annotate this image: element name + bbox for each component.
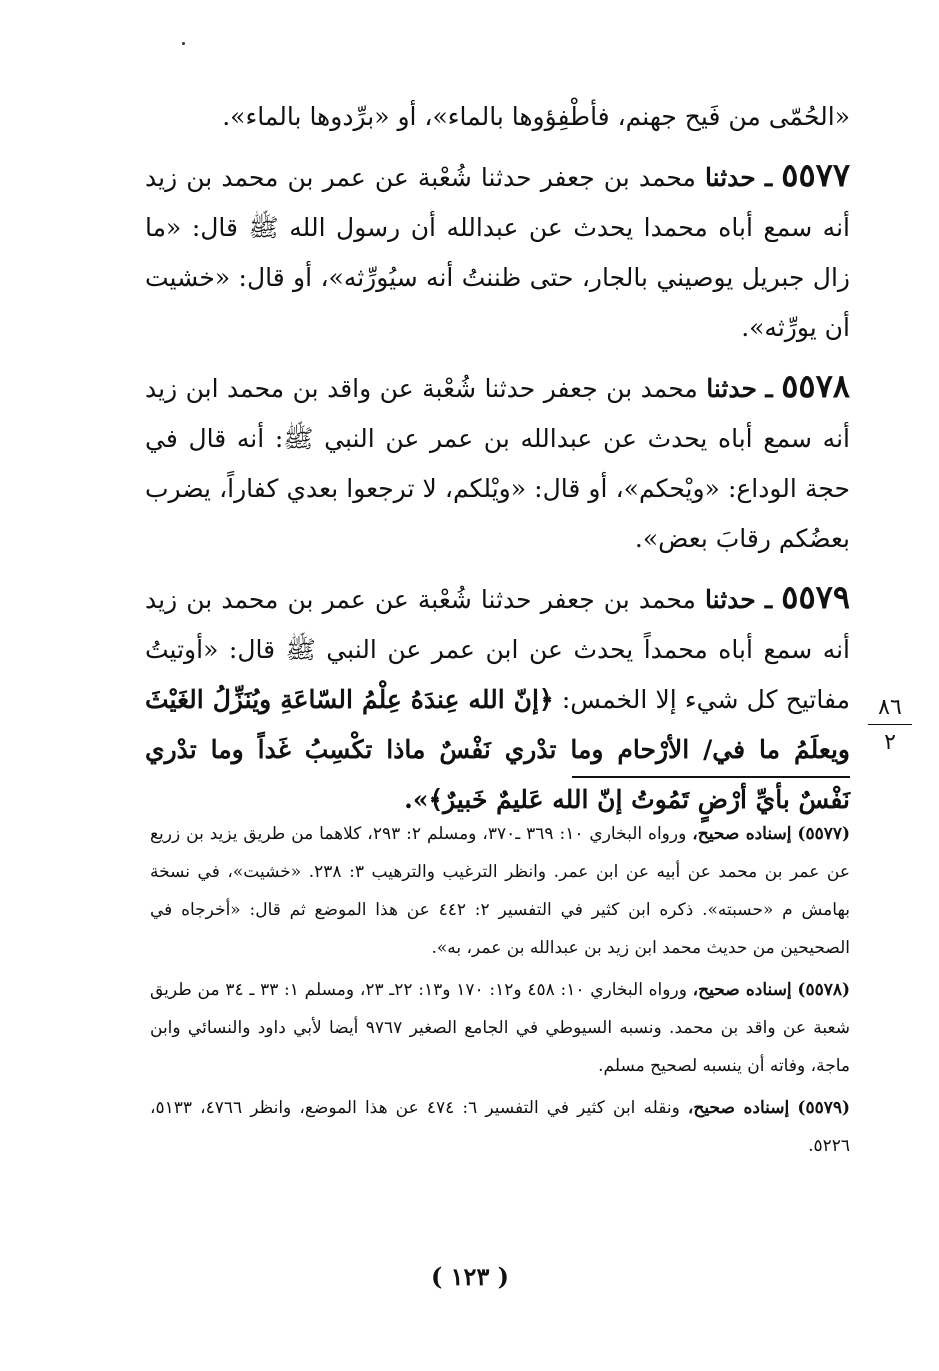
- footnote-5579: [150, 1089, 850, 1165]
- footnote-number: (٥٥٧٩): [797, 1098, 851, 1118]
- footnote-separator: [572, 776, 850, 778]
- margin-part: ٢: [884, 730, 896, 755]
- footnote-grading: إسناده صحيح،: [687, 1098, 790, 1118]
- hadith-text: محمد بن جعفر حدثنا شُعْبة عن عمر بن محمد بن زيد أنه سمع أباه محمداً يحدث عن ابن عمر عن النبي ﷺ قال: «أوتيتُ مفاتيح كل شيء إلا الخمس:: [145, 585, 850, 714]
- footnote-5578: [150, 971, 850, 1085]
- margin-page-reference: [868, 694, 912, 757]
- lead-line: «الحُمّى من فَيح جهنم، فأطْفِؤوها بالماء»، أو «برِّدوها بالماء».: [222, 102, 850, 131]
- footnote-grading: إسناده صحيح،: [692, 980, 792, 1000]
- footnote-grading: إسناده صحيح،: [692, 824, 792, 844]
- footnote-number: (٥٥٧٧): [797, 824, 851, 844]
- hadith-5578: [145, 361, 850, 564]
- margin-volume-page: ٨٦: [868, 694, 912, 725]
- main-text: [145, 92, 850, 833]
- hadith-number: ٥٥٧٩: [781, 578, 850, 616]
- hadith-opening: حدثنا: [705, 585, 756, 614]
- hadith-text: محمد بن جعفر حدثنا شُعْبة عن واقد بن محمد ابن زيد أنه سمع أباه يحدث عن عبدالله بن عمر عن النبي ﷺ: أنه قال في حجة الوداع: «ويْحكم»، أو قال: «ويْلكم، لا ترجعوا بعدي كفاراً، يضرب بعضُكم رقابَ بعض».: [145, 374, 850, 553]
- hadith-dash: ـ: [765, 374, 773, 403]
- footnote-text: ونقله ابن كثير في التفسير ٦: ٤٧٤ عن هذا الموضع، وانظر ٤٧٦٦، ٥١٣٣، ٥٢٢٦.: [150, 1098, 850, 1156]
- hadith-dash: ـ: [764, 163, 773, 192]
- footnote-text: ورواه البخاري ١٠: ٤٥٨ و١٢: ١٧٠ و١٣: ٢٢ـ ٢٣، ومسلم ١: ٣٣ ـ ٣٤ من طريق شعبة عن واقد بن محمد. ونسبه السيوطي في الجامع الصغير ٩٧٦٧ أيضا لأبي داود والنسائي وابن ماجة، وفاته أن ينسبه لصحيح مسلم.: [150, 980, 850, 1076]
- quran-verse: ﴿إنّ الله عِندَهُ عِلْمُ السّاعَةِ ويُنَزِّلُ الغَيْثَ ويعلَمُ ما في/ الأرْحام وما تدْري نَفْسٌ ماذا تكْسِبُ غَداً وما تدْري نَفْسٌ بأيِّ أرْضٍ تَمُوتُ إنّ الله عَليمٌ خَبيرٌ﴾».: [145, 685, 850, 814]
- hadith-number: ٥٥٧٨: [781, 367, 850, 405]
- footnote-number: (٥٥٧٨): [797, 980, 851, 1000]
- footnote-5577: [150, 815, 850, 967]
- footnote-text: ورواه البخاري ١٠: ٣٦٩ ـ٣٧٠، ومسلم ٢: ٢٩٣، كلاهما من طريق يزيد بن زريع عن عمر بن محمد عن أبيه عن ابن عمر. وانظر الترغيب والترهيب ٣: ٢٣٨. «خشيت»، في نسخة بهامش م «حسبته». ذكره ابن كثير في التفسير ٢: ٤٤٢ عن هذا الموضع ثم قال: «أخرجاه في الصحيحين من حديث محمد ابن زيد بن عبدالله بن عمر، به».: [150, 824, 851, 958]
- page-number: ( ١٢٣ ): [430, 1262, 510, 1291]
- hadith-opening: حدثنا: [706, 374, 757, 403]
- footnotes: [150, 815, 850, 1169]
- hadith-5577: [145, 150, 850, 353]
- speck: [182, 42, 185, 45]
- hadith-5579: [145, 572, 850, 825]
- hadith-dash: ـ: [764, 585, 773, 614]
- hadith-text: محمد بن جعفر حدثنا شُعْبة عن عمر بن محمد بن زيد أنه سمع أباه محمدا يحدث عن عبدالله أن رسول الله ﷺ قال: «ما زال جبريل يوصيني بالجار، حتى ظننتُ أنه سيُورِّثه»، أو قال: «خشيت أن يورِّثه».: [145, 163, 850, 342]
- hadith-number: ٥٥٧٧: [781, 156, 850, 194]
- hadith-opening: حدثنا: [705, 163, 756, 192]
